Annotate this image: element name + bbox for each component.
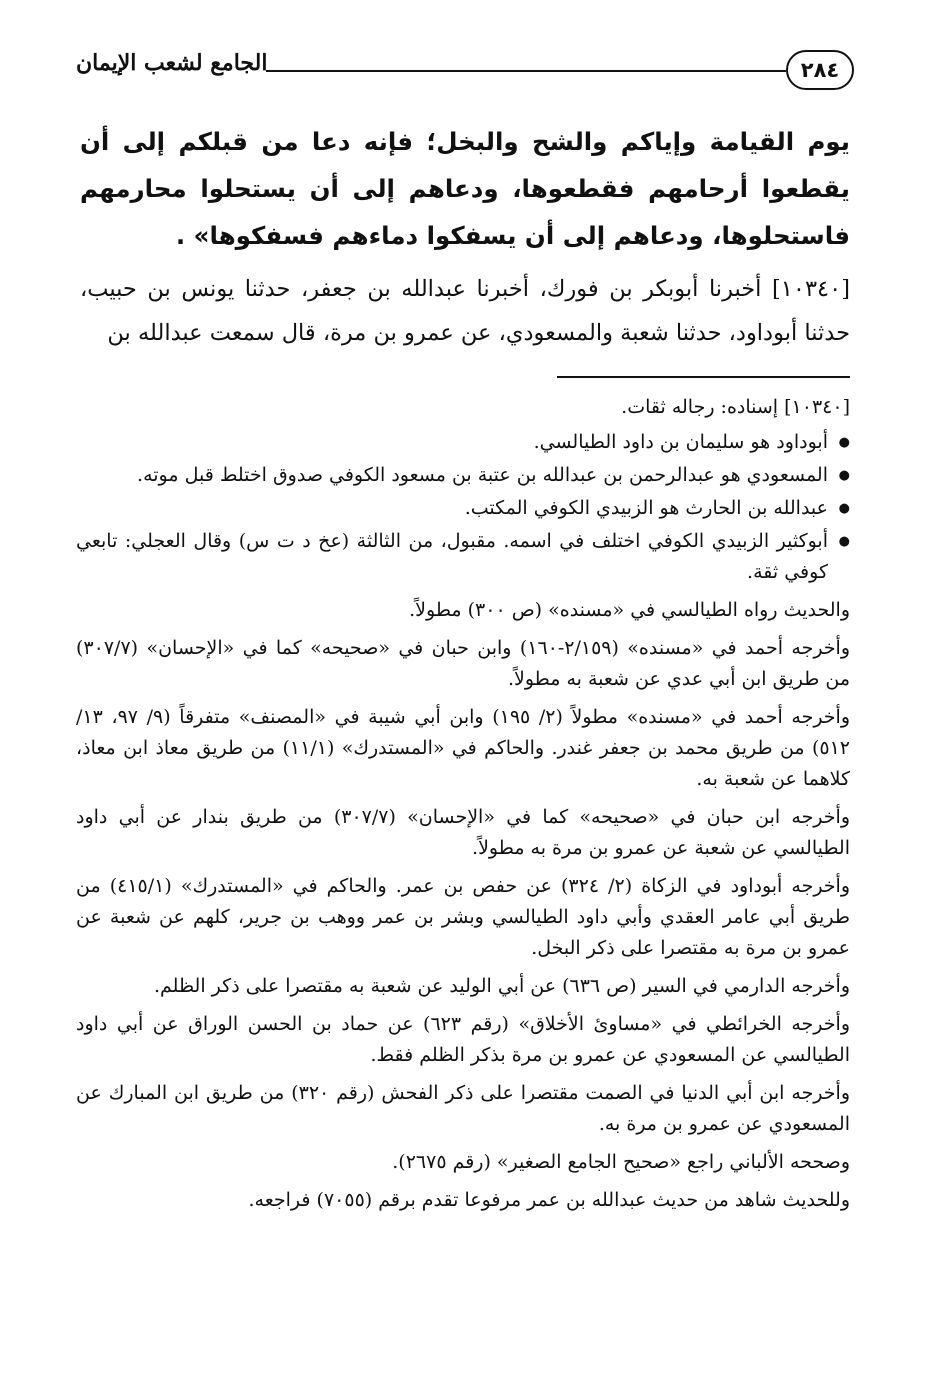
- footnote-paragraph: وأخرجه أحمد في «مسنده» مطولاً (٢/ ١٩٥) وابن أبي شيبة في «المصنف» متفرقاً (٩/ ٩٧، ١٣/ ٥١٢) من طريق محمد بن جعفر غندر. والحاكم في «المستدرك» (١١/١) من طريق معاذ ابن معاذ، كلاهما عن شعبة به.: [76, 706, 850, 790]
- footnote-paragraph: وأخرجه الخرائطي في «مساوئ الأخلاق» (رقم ٦٢٣) عن حماد بن الحسن الوراق عن أبي داود الطيالسي عن المسعودي عن عمرو بن مرة بذكر الظلم فقط.: [76, 1013, 850, 1066]
- page-header: [76, 38, 854, 108]
- page-number: ٢٨٤: [786, 50, 854, 90]
- footnote-bullet: ● أبوداود هو سليمان بن داود الطيالسي.: [76, 427, 850, 458]
- footnote-paragraph: وأخرجه ابن حبان في «صحيحه» كما في «الإحسان» (٣٠٧/٧) من طريق بندار عن أبي داود الطيالسي عن شعبة عن عمرو بن مرة به مطولاً.: [76, 806, 850, 859]
- footnote-separator: [557, 376, 850, 378]
- footnote-paragraph: وأخرجه أبوداود في الزكاة (٢/ ٣٢٤) عن حفص بن عمر. والحاكم في «المستدرك» (٤١٥/١) من طريق أبي عامر العقدي وأبي داود الطيالسي وبشر بن عمر ووهب بن جرير، كلهم عن شعبة عن عمرو بن مرة به مقتصرا على ذكر البخل.: [76, 875, 851, 959]
- footnotes: [76, 392, 850, 1216]
- running-title: الجامع لشعب الإيمان: [76, 50, 268, 76]
- footnote-bullet: ● عبدالله بن الحارث هو الزبيدي الكوفي المكتب.: [76, 493, 850, 524]
- footnote-heading: [١٠٣٤٠] إسناده: رجاله ثقات.: [621, 396, 850, 418]
- footnote-bullet: ● أبوكثير الزبيدي الكوفي اختلف في اسمه. مقبول، من الثالثة (عخ د ت س) وقال العجلي: تابعي كوفي ثقة.: [76, 526, 850, 588]
- hadith-text-end: يوم القيامة وإياكم والشح والبخل؛ فإنه دعا من قبلكم إلى أن يقطعوا أرحامهم فقطعوها، ودعاهم إلى أن يستحلوا محارمهم فاستحلوها، ودعاهم إلى أن يسفكوا دماءهم فسفكوها» .: [80, 127, 850, 250]
- hadith-text-start: [١٠٣٤٠] أخبرنا أبوبكر بن فورك، أخبرنا عبدالله بن جعفر، حدثنا يونس بن حبيب، حدثنا أبوداود، حدثنا شعبة والمسعودي، عن عمرو بن مرة، قال سمعت عبدالله بن: [80, 276, 850, 346]
- header-rule: [266, 70, 786, 72]
- footnote-paragraph: والحديث رواه الطيالسي في «مسنده» (ص ٣٠٠) مطولاً.: [409, 599, 850, 621]
- footnote-paragraph: وأخرجه الدارمي في السير (ص ٦٣٦) عن أبي الوليد عن شعبة به مقتصرا على ذكر الظلم.: [154, 975, 850, 997]
- footnote-paragraph: وصححه الألباني راجع «صحيح الجامع الصغير» (رقم ٢٦٧٥).: [392, 1151, 850, 1173]
- footnote-bullet: ● المسعودي هو عبدالرحمن بن عبدالله بن عتبة بن مسعود الكوفي صدوق اختلط قبل موته.: [76, 460, 850, 491]
- footnote-paragraph: وأخرجه أحمد في «مسنده» (٢/١٥٩-١٦٠) وابن حبان في «صحيحه» كما في «الإحسان» (٣٠٧/٧) من طريق ابن أبي عدي عن شعبة به مطولاً.: [76, 637, 850, 690]
- footnote-paragraph: وللحديث شاهد من حديث عبدالله بن عمر مرفوعا تقدم برقم (٧٠٥٥) فراجعه.: [248, 1189, 850, 1211]
- footnote-paragraph: وأخرجه ابن أبي الدنيا في الصمت مقتصرا على ذكر الفحش (رقم ٣٢٠) من طريق ابن المبارك عن المسعودي عن عمرو بن مرة به.: [76, 1082, 850, 1135]
- main-text: [80, 118, 850, 355]
